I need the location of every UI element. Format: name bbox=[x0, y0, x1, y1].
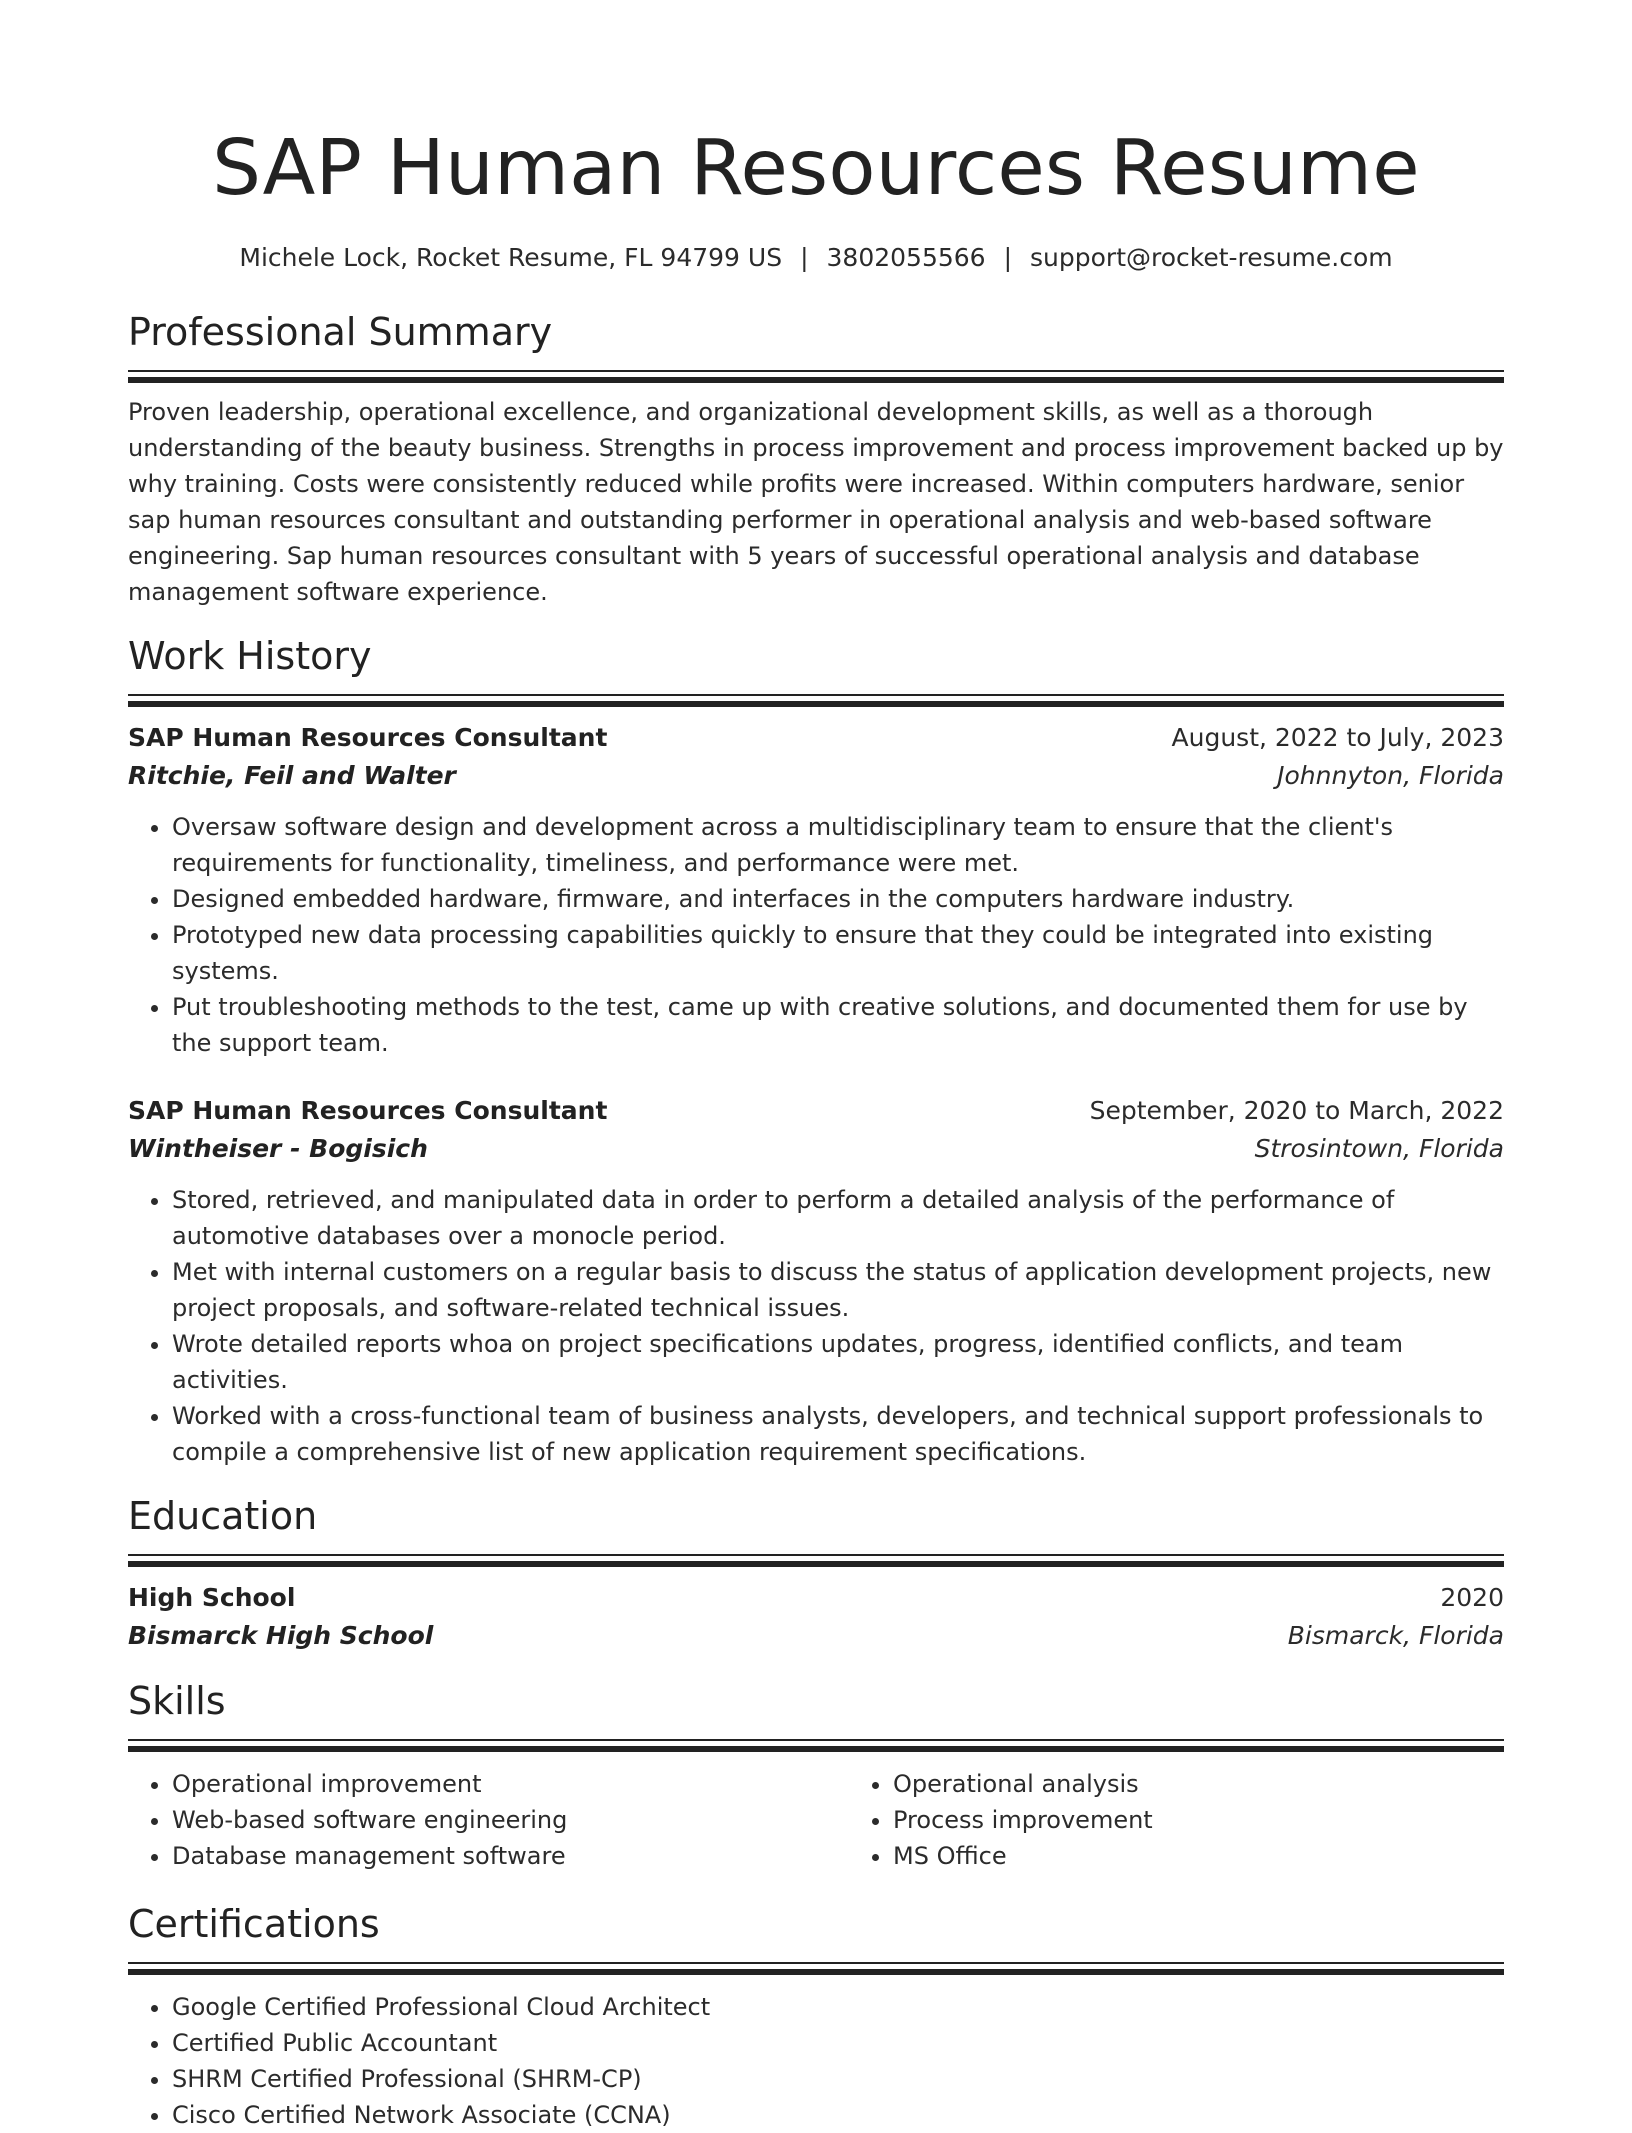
job-title: SAP Human Resources Consultant bbox=[128, 1096, 608, 1125]
job-header-row bbox=[128, 1092, 1504, 1130]
job-header-row bbox=[128, 719, 1504, 757]
certifications-list bbox=[128, 1989, 1504, 2133]
job-location: Johnnyton, Florida bbox=[1277, 761, 1504, 790]
list-item: • Prototyped new data processing capabilities quickly to ensure that they could be integrated into existing systems. bbox=[172, 917, 1504, 989]
section-divider bbox=[128, 370, 1504, 383]
list-item: • Certified Public Accountant bbox=[172, 2025, 1504, 2061]
skills-list-left bbox=[128, 1766, 849, 1874]
contact-phone: 3802055566 bbox=[826, 243, 986, 272]
education-section bbox=[128, 1490, 1504, 1655]
list-item: • Met with internal customers on a regular basis to discuss the status of application development projects, new project proposals, and software-related technical issues. bbox=[172, 1254, 1504, 1326]
list-item: • Stored, retrieved, and manipulated data in order to perform a detailed analysis of the performance of automotive databases over a monocle period. bbox=[172, 1182, 1504, 1254]
contact-separator: | bbox=[1003, 243, 1013, 272]
section-divider bbox=[128, 1739, 1504, 1752]
skills-heading: Skills bbox=[128, 1679, 226, 1723]
list-item: • Worked with a cross-functional team of business analysts, developers, and technical support professionals to compile a comprehensive list of new application requirement specifications. bbox=[172, 1398, 1504, 1470]
section-divider bbox=[128, 1962, 1504, 1975]
job-bullets bbox=[128, 1182, 1504, 1470]
list-item: • Oversaw software design and development across a multidisciplinary team to ensure that the client's requirements for functionality, timeliness, and performance were met. bbox=[172, 809, 1504, 881]
section-divider bbox=[128, 694, 1504, 707]
work-history-section bbox=[128, 630, 1504, 1470]
job-company: Ritchie, Feil and Walter bbox=[128, 761, 456, 790]
certifications-heading: Certifications bbox=[128, 1902, 380, 1946]
skills-list-right bbox=[849, 1766, 1570, 1874]
certifications-section bbox=[128, 1898, 1504, 2133]
list-item: • Database management software bbox=[172, 1838, 849, 1874]
job-company-row bbox=[128, 1130, 1504, 1168]
skills-grid bbox=[128, 1766, 1504, 1874]
list-item: • Operational improvement bbox=[172, 1766, 849, 1802]
list-item: • Process improvement bbox=[893, 1802, 1570, 1838]
list-item: • Operational analysis bbox=[893, 1766, 1570, 1802]
job-entry bbox=[128, 719, 1504, 1061]
job-dates: September, 2020 to March, 2022 bbox=[1089, 1096, 1504, 1125]
summary-text: Proven leadership, operational excellence, and organizational development skills, as well as a thorough understanding of the beauty business. Strengths in process improvement and process improvement backed up by why training. Costs were consistently reduced while profits were increased. Within computers hardware, senior sap human resources consultant and outstanding performer in operational analysis and web-based software engineering. Sap human resources consultant with 5 years of successful operational analysis and database management software experience. bbox=[128, 398, 1504, 606]
education-heading: Education bbox=[128, 1494, 318, 1538]
education-school-row bbox=[128, 1617, 1504, 1655]
resume-title: SAP Human Resources Resume bbox=[212, 124, 1420, 213]
list-item: • Google Certified Professional Cloud Architect bbox=[172, 1989, 1504, 2025]
list-item: • Designed embedded hardware, firmware, and interfaces in the computers hardware industry. bbox=[172, 881, 1504, 917]
job-location: Strosintown, Florida bbox=[1254, 1134, 1504, 1163]
contact-line bbox=[128, 241, 1504, 275]
job-bullets bbox=[128, 809, 1504, 1061]
job-dates: August, 2022 to July, 2023 bbox=[1171, 723, 1504, 752]
education-entry bbox=[128, 1579, 1504, 1655]
education-school: Bismarck High School bbox=[128, 1621, 434, 1650]
education-year: 2020 bbox=[1440, 1583, 1504, 1612]
summary-heading: Professional Summary bbox=[128, 310, 553, 354]
education-location: Bismarck, Florida bbox=[1287, 1621, 1504, 1650]
contact-separator: | bbox=[800, 243, 809, 272]
summary-section bbox=[128, 306, 1504, 610]
list-item: • Put troubleshooting methods to the test, came up with creative solutions, and documented them for use by the support team. bbox=[172, 989, 1504, 1061]
list-item: • Cisco Certified Network Associate (CCNA) bbox=[172, 2097, 1504, 2133]
job-title: SAP Human Resources Consultant bbox=[128, 723, 608, 752]
job-company-row bbox=[128, 757, 1504, 795]
education-header-row bbox=[128, 1579, 1504, 1617]
list-item: • Wrote detailed reports whoa on project specifications updates, progress, identified conflicts, and team activities. bbox=[172, 1326, 1504, 1398]
work-history-heading: Work History bbox=[128, 634, 372, 678]
skills-section bbox=[128, 1675, 1504, 1874]
contact-address: Michele Lock, Rocket Resume, FL 94799 US bbox=[239, 243, 783, 272]
job-entry bbox=[128, 1092, 1504, 1470]
list-item: • SHRM Certified Professional (SHRM-CP) bbox=[172, 2061, 1504, 2097]
list-item: • MS Office bbox=[893, 1838, 1570, 1874]
section-divider bbox=[128, 1554, 1504, 1567]
education-degree: High School bbox=[128, 1583, 296, 1612]
list-item: • Web-based software engineering bbox=[172, 1802, 849, 1838]
contact-email[interactable]: support@rocket-resume.com bbox=[1030, 243, 1393, 272]
job-company: Wintheiser - Bogisich bbox=[128, 1134, 428, 1163]
